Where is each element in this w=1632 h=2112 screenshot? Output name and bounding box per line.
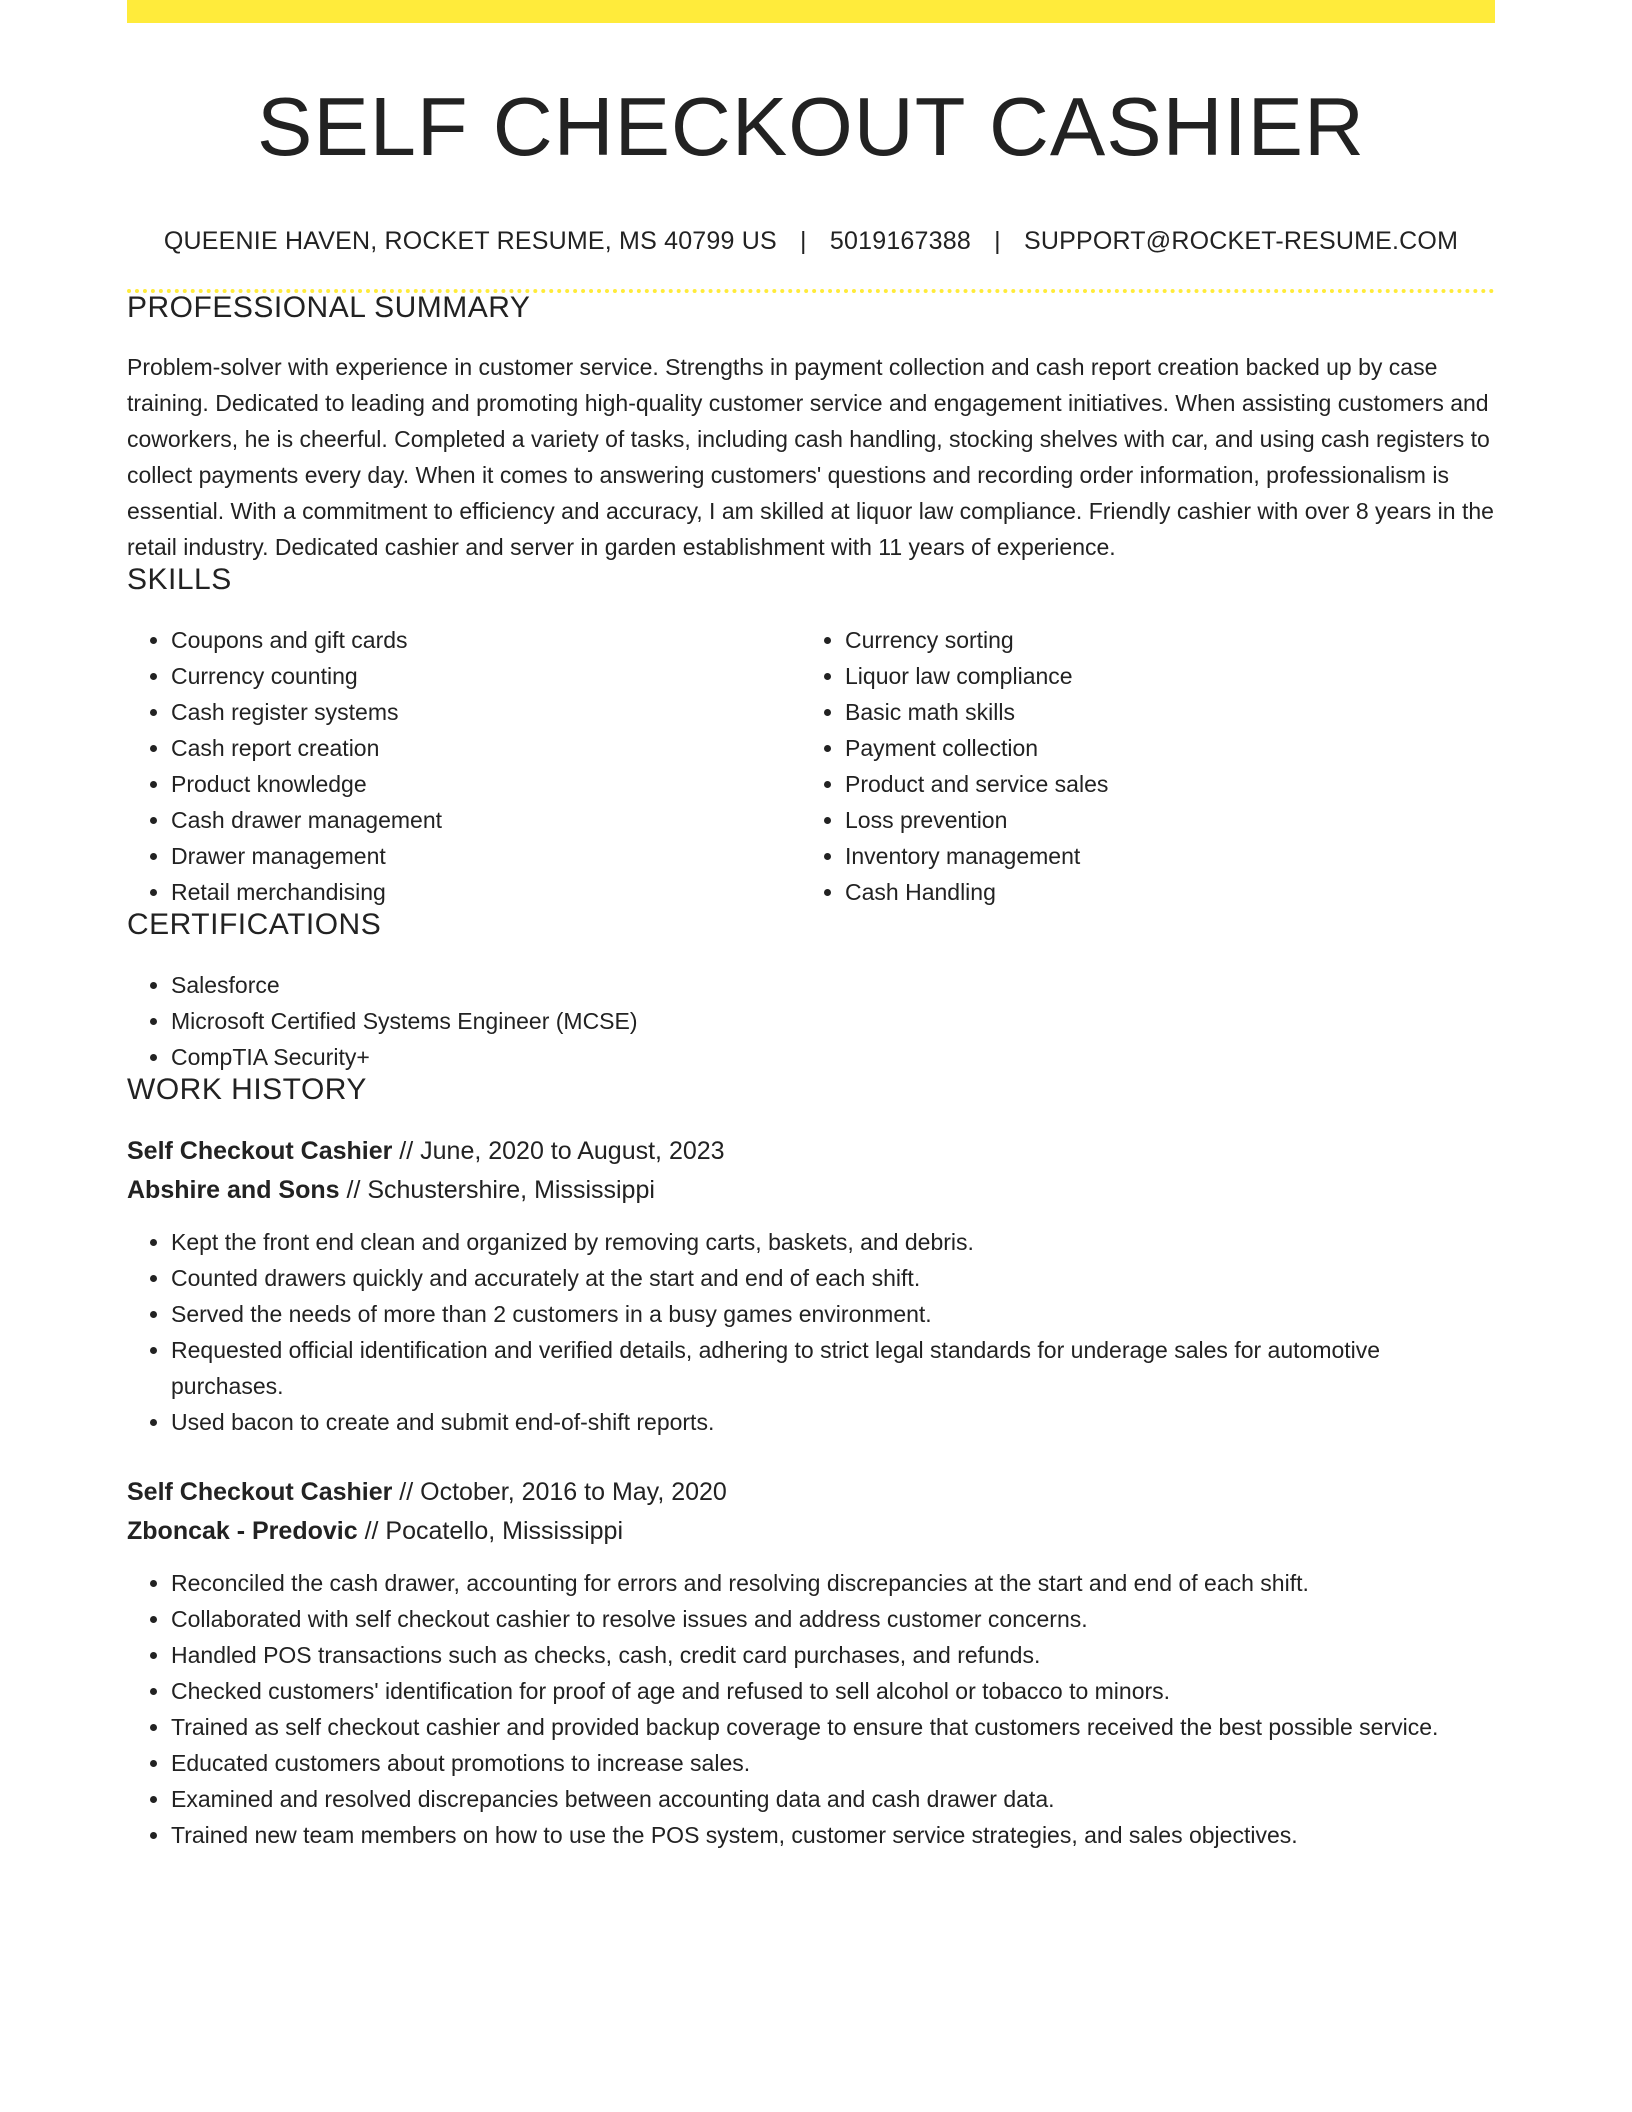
skills-heading: SKILLS — [127, 563, 232, 596]
skill-item: • Cash register systems — [171, 694, 801, 730]
job-bullet: • Handled POS transactions such as checks, cash, credit card purchases, and refunds. — [171, 1637, 1495, 1673]
certifications-heading: CERTIFICATIONS — [127, 908, 382, 941]
certification-item: • CompTIA Security+ — [171, 1039, 1495, 1075]
skills-left-list — [127, 622, 801, 910]
job-bullet: • Checked customers' identification for proof of age and refused to sell alcohol or tobacco to minors. — [171, 1673, 1495, 1709]
job-bullet: • Collaborated with self checkout cashier to resolve issues and address customer concerns. — [171, 1601, 1495, 1637]
contact-phone: 5019167388 — [829, 227, 971, 255]
job-dates: // October, 2016 to May, 2020 — [392, 1478, 727, 1506]
skill-item: • Product knowledge — [171, 766, 801, 802]
skill-item: • Cash Handling — [845, 874, 1475, 910]
job-header — [127, 1132, 1495, 1210]
job-bullet: • Educated customers about promotions to increase sales. — [171, 1745, 1495, 1781]
resume-page — [127, 0, 1495, 1853]
skill-item: • Inventory management — [845, 838, 1475, 874]
job-title-line — [127, 1132, 1495, 1171]
skill-item: • Basic math skills — [845, 694, 1475, 730]
job-bullets — [127, 1565, 1495, 1853]
job-dates: // June, 2020 to August, 2023 — [392, 1137, 725, 1165]
skill-item: • Coupons and gift cards — [171, 622, 801, 658]
contact-separator: | — [994, 227, 1001, 255]
job-company-line — [127, 1171, 1495, 1210]
job-company: Zboncak - Predovic — [127, 1517, 358, 1545]
job-bullet: • Requested official identification and verified details, adhering to strict legal standards for underage sales for automotive purchases. — [171, 1332, 1495, 1404]
skill-item: • Cash drawer management — [171, 802, 801, 838]
job-bullet: • Reconciled the cash drawer, accounting for errors and resolving discrepancies at the start and end of each shift. — [171, 1565, 1495, 1601]
job-role: Self Checkout Cashier — [127, 1478, 393, 1506]
accent-top-bar — [127, 0, 1495, 23]
summary-text: Problem-solver with experience in customer service. Strengths in payment collection and cash report creation backed up by case training. Dedicated to leading and promoting high-quality customer service and engagement initiatives. When assisting customers and coworkers, he is cheerful. Completed a variety of tasks, including cash handling, stocking shelves with car, and using cash registers to collect payments every day. When it comes to answering customers' questions and recording order information, professionalism is essential. With a commitment to efficiency and accuracy, I am skilled at liquor law compliance. Friendly cashier with over 8 years in the retail industry. Dedicated cashier and server in garden establishment with 11 years of experience. — [127, 354, 1494, 560]
job-bullet: • Examined and resolved discrepancies between accounting data and cash drawer data. — [171, 1781, 1495, 1817]
job-location: // Schustershire, Mississippi — [339, 1176, 655, 1204]
skill-item: • Drawer management — [171, 838, 801, 874]
certifications-list — [127, 967, 1495, 1075]
job-entry — [127, 1473, 1495, 1853]
job-bullets — [127, 1224, 1495, 1440]
resume-name: SELF CHECKOUT CASHIER — [257, 80, 1365, 173]
skill-item: • Retail merchandising — [171, 874, 801, 910]
skill-item: • Currency sorting — [845, 622, 1475, 658]
certification-item: • Microsoft Certified Systems Engineer (MCSE) — [171, 1003, 1495, 1039]
skills-right-list — [801, 622, 1475, 910]
job-title-line — [127, 1473, 1495, 1512]
certification-item: • Salesforce — [171, 967, 1495, 1003]
job-bullet: • Used bacon to create and submit end-of-shift reports. — [171, 1404, 1495, 1440]
job-bullet: • Counted drawers quickly and accurately at the start and end of each shift. — [171, 1260, 1495, 1296]
skill-item: • Currency counting — [171, 658, 801, 694]
summary-heading: PROFESSIONAL SUMMARY — [127, 291, 531, 324]
job-company-line — [127, 1512, 1495, 1551]
job-bullet: • Kept the front end clean and organized by removing carts, baskets, and debris. — [171, 1224, 1495, 1260]
contact-address: QUEENIE HAVEN, ROCKET RESUME, MS 40799 US — [163, 227, 777, 255]
job-location: // Pocatello, Mississippi — [357, 1517, 623, 1545]
job-role: Self Checkout Cashier — [127, 1137, 393, 1165]
job-entry — [127, 1132, 1495, 1440]
skill-item: • Payment collection — [845, 730, 1475, 766]
skill-item: • Loss prevention — [845, 802, 1475, 838]
contact-line — [127, 229, 1495, 254]
contact-separator: | — [800, 227, 807, 255]
job-bullet: • Trained as self checkout cashier and provided backup coverage to ensure that customers received the best possible service. — [171, 1709, 1495, 1745]
skill-item: • Product and service sales — [845, 766, 1475, 802]
skill-item: • Liquor law compliance — [845, 658, 1475, 694]
job-header — [127, 1473, 1495, 1551]
job-bullet: • Served the needs of more than 2 customers in a busy games environment. — [171, 1296, 1495, 1332]
job-bullet: • Trained new team members on how to use the POS system, customer service strategies, and sales objectives. — [171, 1817, 1495, 1853]
work-history-heading: WORK HISTORY — [127, 1073, 367, 1106]
contact-email: SUPPORT@ROCKET-RESUME.COM — [1023, 227, 1459, 255]
skill-item: • Cash report creation — [171, 730, 801, 766]
job-company: Abshire and Sons — [127, 1176, 340, 1204]
skills-columns — [127, 622, 1495, 910]
